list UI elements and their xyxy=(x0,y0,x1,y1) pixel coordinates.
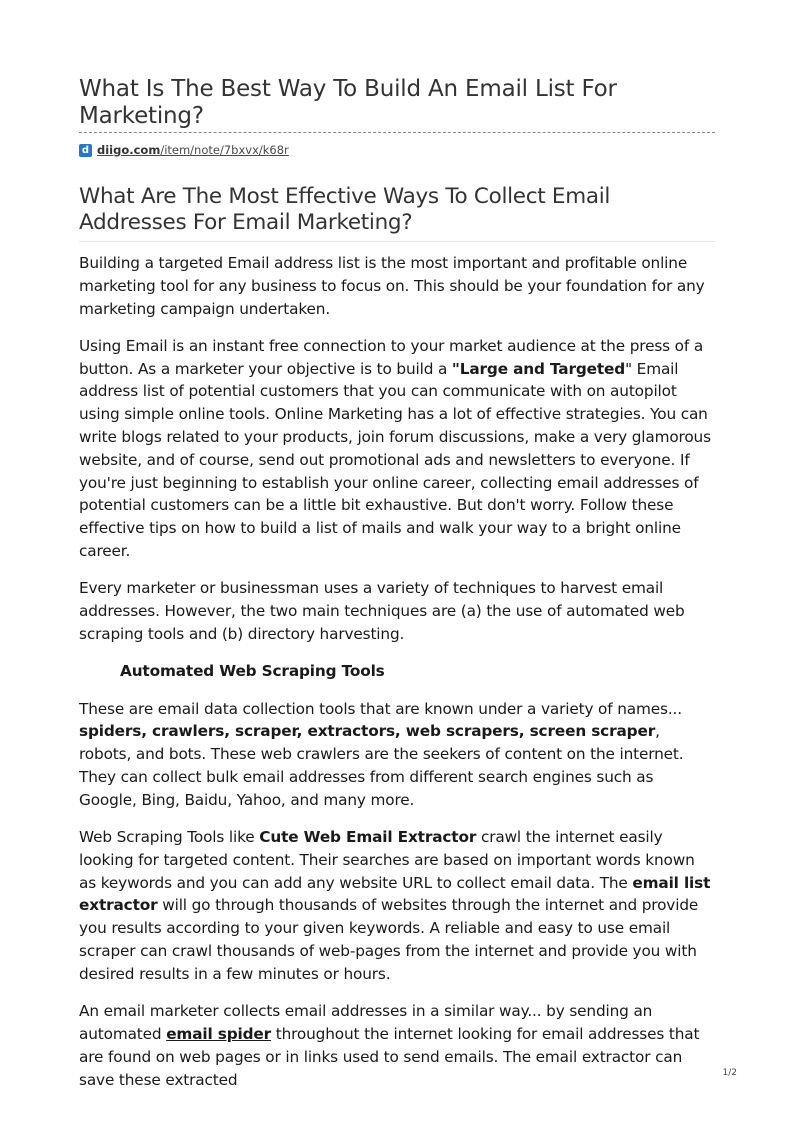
paragraph-4 xyxy=(79,698,715,812)
paragraph-1: Building a targeted Email address list is the most important and profitable online marketing tool for any business to focus on. This should be your foundation for any marketing campaign undertaken. xyxy=(79,254,705,318)
p6-text-a: An email marketer collects email addresses in a similar way... by sending an automated xyxy=(79,1002,653,1043)
p4-emphasis: spiders, crawlers, scraper, extractors, web scrapers, screen scraper xyxy=(79,722,656,741)
paragraph-5 xyxy=(79,826,715,986)
p5-text-a: Web Scraping Tools like xyxy=(79,828,260,847)
subheading: Automated Web Scraping Tools xyxy=(120,662,385,681)
p2-text-c: " Email address list of potential customers that you can communicate with on autopilot using simple online tools. Online Marketing has a lot of effective strategies. You can write blogs related to your products, join forum discussions, make a very glamorous website, and of course, send out promotional ads and newsletters to everyone. If you're just beginning to establish your online career, collecting email addresses of potential customers can be a little bit exhaustive. But don't worry. Follow these effective tips on how to build a list of mails and walk your way to a bright online career. xyxy=(79,359,711,561)
source-path: /item/note/7bxvx/k68r xyxy=(160,143,289,157)
document-page xyxy=(79,76,715,1091)
paragraph-3: Every marketer or businessman uses a variety of techniques to harvest email addresses. However, the two main techniques are (a) the use of automated web scraping tools and (b) directory harvesting. xyxy=(79,579,685,643)
diigo-icon: d xyxy=(79,144,92,157)
source-link[interactable] xyxy=(97,143,289,157)
p4-text-c: , robots, and bots. These web crawlers are the seekers of content on the internet. They can collect bulk email addresses from different search engines such as Google, Bing, Baidu, Yahoo, and many more. xyxy=(79,722,684,809)
paragraph-2 xyxy=(79,335,715,563)
p5-text-c: crawl the internet easily looking for targeted content. Their searches are based on important words known as keywords and you can add any website URL to collect email data. The xyxy=(79,828,695,892)
email-spider-link[interactable]: email spider xyxy=(166,1024,272,1043)
p2-emphasis: "Large and Targeted xyxy=(451,359,626,378)
source-row xyxy=(79,142,715,158)
title-divider xyxy=(79,132,715,133)
document-title: What Is The Best Way To Build An Email List For Marketing? xyxy=(79,76,617,129)
p4-text-a: These are email data collection tools that are known under a variety of names... xyxy=(79,699,682,718)
source-domain: diigo.com xyxy=(97,143,161,157)
p2-text-a: Using Email is an instant free connection to your market audience at the press of a button. As a marketer your objective is to build a xyxy=(79,336,704,378)
p5-text-e: will go through thousands of websites through the internet and provide you results according to your given keywords. A reliable and easy to use email scraper can crawl thousands of web-pages from the internet and provide you with desired results in a few minutes or hours. xyxy=(79,896,699,983)
section-divider xyxy=(79,241,715,242)
p6-text-b: throughout the internet looking for email addresses that are found on web pages or in links used to send emails. The email extractor can save these extracted xyxy=(79,1024,700,1089)
paragraph-6 xyxy=(79,1000,715,1091)
section-title: What Are The Most Effective Ways To Collect Email Addresses For Email Marketing? xyxy=(79,184,611,235)
p5-emphasis-1: Cute Web Email Extractor xyxy=(259,828,477,847)
p5-emphasis-2: email list extractor xyxy=(79,873,711,915)
page-number: 1/2 xyxy=(722,1068,737,1078)
